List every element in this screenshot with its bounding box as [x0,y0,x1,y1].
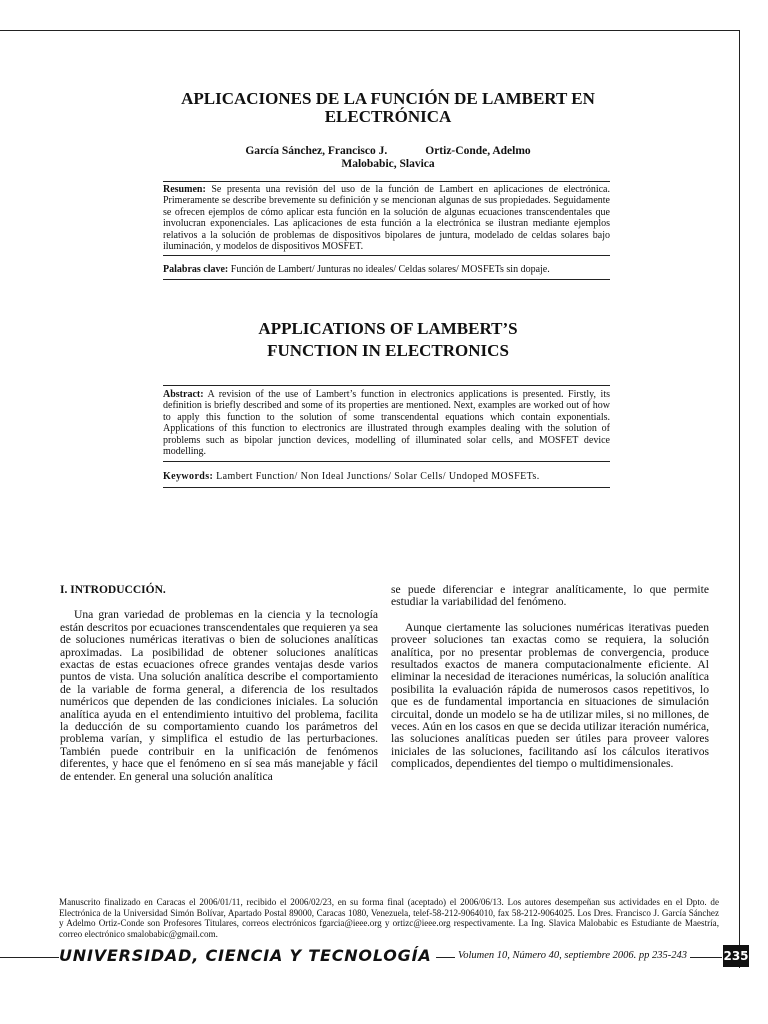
english-title-line: APPLICATIONS OF LAMBERT’S [258,319,518,338]
keywords-text: Lambert Function/ Non Ideal Junctions/ Solar Cells/ Undoped MOSFETs. [216,471,540,482]
spanish-title: APLICACIONES DE LA FUNCIÓN DE LAMBERT EN ELECTRÓNICA [181,89,595,126]
keywords-label: Keywords: [163,471,214,482]
spanish-abstract [163,181,610,256]
abstract-text: Se presenta una revisión del uso de la función de Lambert en aplicaciones de electrónica. Primeramente se describe brevemente su definición y se mencionan algunas de sus propiedades. Seguidamente se ofrecen ejemplos de cómo aplicar esta función en la solución de algunas ecuaciones transcendentales que involucran exponenciales. Las aplicaciones de esta función a la electrónica se ilustran mediante ejemplos relativos a la solución de problemas de dispositivos bipolares de juntura, modelado de celdas solares bajo iluminación, y modelos de dispositivos MOSFET. [163,184,610,253]
abstract-label: Resumen: [163,184,206,195]
keywords-text: Función de Lambert/ Junturas no ideales/ Celdas solares/ MOSFETs sin dopaje. [230,264,550,275]
body-column-left [60,584,378,783]
abstract-text: A revision of the use of Lambert’s function in electronics applications is presented. Firstly, its definition is briefly described and some of its properties are mentioned. Next, examples are worked out of how to apply this function to the solution of some transcendental equations which contain exponentials. Applications of this function to electronics are illustrated through examples dealing with the solution of problems such as bipolar junction devices, modelling of illuminated solar cells, and MOSFET device modelling. [163,389,610,458]
english-keywords [163,471,610,488]
page-border-top [0,30,739,31]
english-title-line: FUNCTION IN ELECTRONICS [267,341,509,360]
page-border-right [739,30,740,968]
spanish-keywords [163,264,610,280]
author-name: Malobabic, Slavica [341,158,435,170]
body-column-right [391,584,709,771]
english-abstract [163,385,610,462]
author-name: García Sánchez, Francisco J. [245,145,388,157]
section-heading: I. INTRODUCCIÓN. [60,584,166,596]
author-list [160,145,616,171]
body-paragraph: se puede diferenciar e integrar analíticamente, lo que permite estudiar la variabilidad del fenómeno. [391,583,709,609]
author-name: Ortiz-Conde, Adelmo [425,145,531,157]
volume-info: Volumen 10, Número 40, septiembre 2006. pp 235-243 [455,948,690,964]
body-paragraph: Una gran variedad de problemas en la ciencia y la tecnología están descritos por ecuaciones transcendentales que requieren ya sea de soluciones numéricas iterativas o bien de soluciones analíticas aproximadas. La posibilidad de obtener soluciones analíticas exactas de estas ecuaciones ofrece grandes ventajas desde varios puntos de vista. Una solución analítica describe el comportamiento de la variable de forma general, a diferencia de los resultados numéricos que dependen de las condiciones iniciales. La solución analítica ayuda en el entendimiento intuitivo del problema, facilita la deducción de su comportamiento cuando los parámetros del problema varían, y simplifica el estudio de las perturbaciones. También puede contribuir en la unificación de fenómenos diferentes, y hace que el fenómeno en sí sea más manejable y fácil de entender. En general una solución analítica [60,608,378,783]
keywords-label: Palabras clave: [163,264,229,275]
body-paragraph: Aunque ciertamente las soluciones numéricas iterativas pueden proveer soluciones tan exactas como se requiera, la solución analítica, por no presentar problemas de convergencia, produce resultados exactos de manera computacionalmente eficiente. Al eliminar la necesidad de iteraciones numéricas, la solución analítica posibilita la evaluación rápida de numerosos casos repetitivos, lo que es de fundamental importancia en situaciones de simulación circuital, donde un modelo se ha de utilizar miles, si no millones, de veces. Aún en los casos en que se decida utilizar iteración numérica, las soluciones analíticas pueden ser útiles para proveer valores iniciales de las soluciones, facilitando así los cálculos iterativos complicados, dependientes del tiempo o multidimensionales. [391,620,709,771]
page-number: 235 [723,945,749,967]
journal-name: UNIVERSIDAD, CIENCIA Y TECNOLOGÍA [59,945,436,967]
footnote: Manuscrito finalizado en Caracas el 2006/01/11, recibido el 2006/02/23, en su forma final (aceptado) el 2006/06/13. Los autores desempeñan sus actividades en el Dpto. de Electrónica de la Universidad Simón Bolívar, Apartado Postal 89000, Caracas 1080, Venezuela, telef-58-212-9064010, fax 58-212-9064025. Los Dres. Francisco J. García Sánchez y Adelmo Ortiz-Conde son Profesores Titulares, correos electrónicos fgarcia@ieee.org y ortizc@ieee.org respectivamente. La Ing. Slavica Malobabic es Estudiante de Maestría, correo electrónico smalobabic@gmail.com. [59,897,719,939]
abstract-label: Abstract: [163,389,204,400]
english-title [170,318,606,362]
